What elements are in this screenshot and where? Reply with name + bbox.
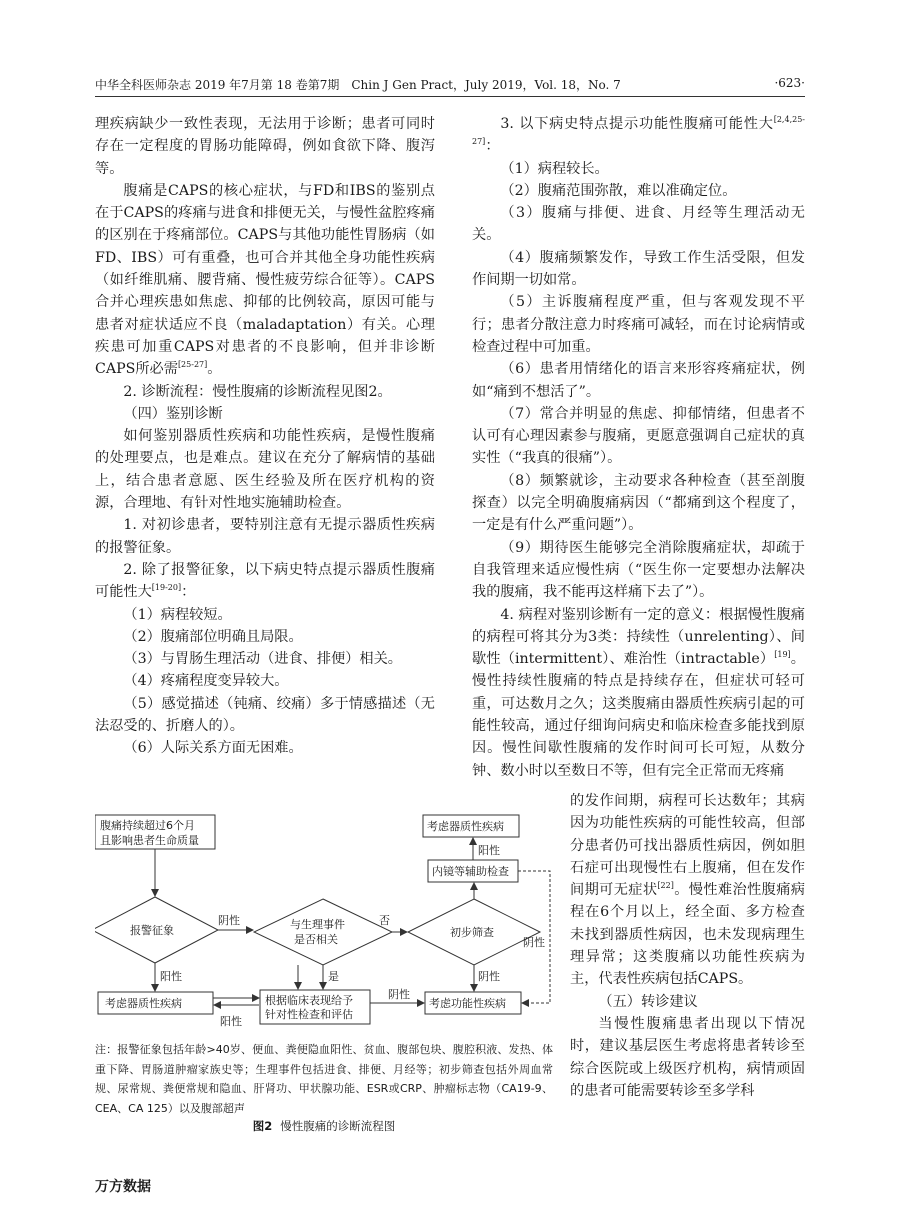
citation: [22] [657, 881, 674, 891]
page-number: ·623· [774, 76, 805, 90]
list-item: （6）人际关系方面无困难。 [123, 740, 303, 757]
list-item: （3）与胃肠生理活动（进食、排便）相关。 [123, 651, 402, 668]
start-text-1: 腹痛持续超过6个月 [100, 819, 195, 832]
figure-caption [95, 1118, 553, 1134]
paragraph: 的发作间期，病程可长达数年；其病因为功能性疾病的可能性较高，但部分患者仍可找出器质性病因，例如胆石症可出现慢性右上腹痛，但在发作间期可无症状[22]。慢性难治性腹痛病程在6个月以上，经全面、多方检查未找到器质性病因，也未发现病理生理异常；这类腹痛以功能性疾病为主，代表性疾病包括CAPS。 [570, 793, 805, 988]
list-item: （2）腹痛部位明确且局限。 [123, 628, 303, 645]
paragraph: 理疾病缺少一致性表现，无法用于诊断；患者可同时存在一定程度的胃肠功能障碍，例如食欲下降、腹泻等。 [95, 116, 435, 177]
list-item: （2）腹痛范围弥散，难以准确定位。 [500, 182, 737, 199]
figure-label: 图2 [252, 1119, 273, 1133]
citation: [19] [774, 650, 791, 660]
list-item: （3）腹痛与排便、进食、月经等生理活动无关。 [472, 205, 805, 244]
edge-label-yes: 是 [328, 970, 339, 983]
journal-citation: 中华全科医师杂志 2019 年7月第 18 卷第7期 Chin J Gen Pract，July 2019，Vol. 18，No. 7 [95, 78, 621, 92]
paragraph: 2. 诊断流程：慢性腹痛的诊断流程见图2。 [123, 383, 392, 400]
physio-label-1: 与生理事件 [290, 918, 345, 931]
list-item: （5）主诉腹痛程度严重，但与客观发现不平行；患者分散注意力时疼痛可减轻，而在讨论病情或检查过程中可加重。 [472, 294, 805, 355]
endoscopy-label: 内镜等辅助检查 [432, 865, 509, 878]
paragraph: 腹痛是CAPS的核心症状，与FD和IBS的鉴别点在于CAPS的疼痛与进食和排便无关，与慢性盆腔疼痛的区别在于疼痛部位。CAPS与其他功能性胃肠病（如FD、IBS）可有重叠，也可合并其他全身功能性疾病（如纤维肌痛、腰背痛、慢性疲劳综合征等）。CAPS合并心理疾患如焦虑、抑郁的比例较高，原因可能与患者对症状适应不良（maladaptation）有关。心理疾患可加重CAPS对患者的不良影响，但并非诊断CAPS所必需[25-27]。 [95, 182, 435, 378]
paragraph: 2. 除了报警征象，以下病史特点提示器质性腹痛可能性大[19-20]： [95, 561, 435, 601]
edge-label-pos: 阳性 [478, 844, 500, 857]
right-column [472, 113, 805, 782]
flowchart [95, 812, 555, 1042]
figure-title: 慢性腹痛的诊断流程图 [280, 1119, 396, 1133]
edge-label-neg: 阴性 [523, 936, 545, 949]
tailored-label-1: 根据临床表现给予 [265, 994, 353, 1007]
screen-label: 初步筛查 [450, 926, 494, 939]
organic-top-label: 考虑器质性疾病 [427, 820, 504, 833]
section-heading: （五）转诊建议 [598, 993, 698, 1010]
figure-note: 注：报警征象包括年龄>40岁、便血、粪便隐血阳性、贫血、腹部包块、腹腔积液、发热、体重下降、胃肠道肿瘤家族史等；生理事件包括进食、排便、月经等；初步筛查包括外周血常规、尿常规、粪便常规和隐血、肝肾功、甲状腺功能、ESR或CRP、肿瘤标志物（CA19-9、CEA、CA 125）以及腹部超声 [95, 1043, 553, 1115]
physio-label-2: 是否相关 [294, 933, 338, 946]
list-item: （5）感觉描述（钝痛、绞痛）多于情感描述（无法忍受的、折磨人的）。 [95, 695, 435, 735]
list-item: （9）期待医生能够完全消除腹痛症状，却疏于自我管理来适应慢性病（“医生你一定要想办法解决我的腹痛，我不能再这样痛下去了”）。 [472, 539, 805, 601]
list-item: （4）腹痛频繁发作，导致工作生活受限，但发作间期一切如常。 [472, 249, 805, 289]
edge-label-no: 否 [379, 914, 390, 927]
physio-diamond [254, 899, 392, 965]
flowchart-figure [95, 812, 555, 1042]
alarm-label: 报警征象 [130, 924, 174, 937]
list-item: （1）病程较长。 [500, 160, 609, 177]
edge-label-pos: 阳性 [220, 1015, 242, 1028]
section-heading: （四）鉴别诊断 [123, 405, 223, 422]
paragraph: 4. 病程对鉴别诊断有一定的意义：根据慢性腹痛的病程可将其分为3类：持续性（unrelenting）、间歇性（intermittent）、难治性（intractable）[19]。慢性持续性腹痛的特点是持续存在，但症状可轻可重，可达数月之久；这类腹痛由器质性疾病引起的可能性较高，通过仔细询问病史和临床检查多能找到原因。慢性间歇性腹痛的发作时间可长可短，从数分钟、数小时以至数日不等，但有完全正常而无疼痛 [472, 606, 805, 779]
edge-label-pos: 阳性 [160, 970, 182, 983]
functional-label: 考虑功能性疾病 [429, 997, 506, 1010]
citation: [25-27] [177, 360, 208, 370]
edge-label-neg: 阴性 [388, 988, 410, 1001]
list-item: （6）患者用情绪化的语言来形容疼痛症状，例如“痛到不想活了”。 [472, 361, 805, 400]
wanfang-logo: 万方数据 [95, 1179, 151, 1195]
paragraph: 3. 以下病史特点提示功能性腹痛可能性大[2,4,25-27]： [472, 115, 805, 155]
paragraph: 当慢性腹痛患者出现以下情况时，建议基层医生考虑将患者转诊至综合医院或上级医疗机构，病情顽固的患者可能需要转诊至多学科 [570, 1015, 805, 1099]
left-column [95, 113, 435, 760]
citation: [19-20] [151, 583, 182, 593]
list-item: （7）常合并明显的焦虑、抑郁情绪，但患者不认可有心理因素参与腹痛，更愿意强调自己症状的真实性（“我真的很痛”）。 [472, 405, 805, 467]
running-header [95, 76, 805, 97]
edge-label-neg: 阴性 [218, 914, 240, 927]
paragraph: 如何鉴别器质性疾病和功能性疾病，是慢性腹痛的处理要点，也是难点。建议在充分了解病情的基础上，结合患者意愿、医生经验及所在医疗机构的资源，合理地、有针对性地实施辅助检查。 [95, 428, 435, 512]
list-item: （8）频繁就诊，主动要求各种检查（甚至剖腹探查）以完全明确腹痛病因（“都痛到这个程度了，一定是有什么严重问题”）。 [472, 472, 805, 534]
edge-label-neg: 阴性 [478, 970, 500, 983]
list-item: （4）疼痛程度变异较大。 [123, 673, 289, 690]
organic-left-label: 考虑器质性疾病 [105, 997, 182, 1010]
list-item: （1）病程较短。 [123, 606, 232, 623]
start-text-2: 且影响患者生命质量 [100, 834, 199, 847]
right-column-continued [570, 790, 805, 1102]
paragraph: 1. 对初诊患者，要特别注意有无提示器质性疾病的报警征象。 [95, 517, 435, 556]
citation: [2,4,25-27] [472, 115, 805, 147]
tailored-label-2: 针对性检查和评估 [265, 1008, 353, 1021]
